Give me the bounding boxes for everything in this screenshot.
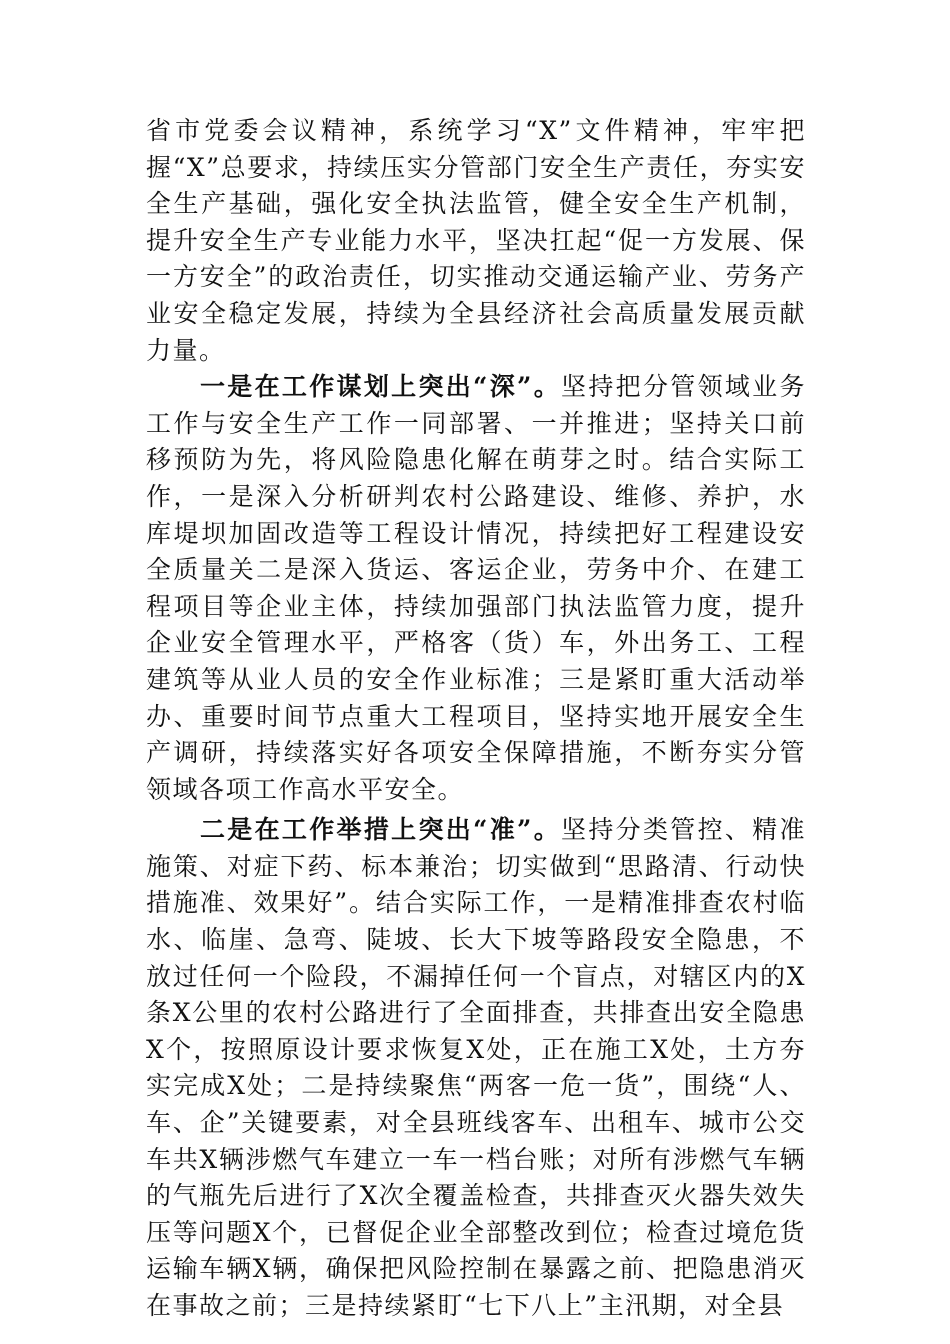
section-heading: 一是在工作谋划上突出“深”。 <box>200 372 562 402</box>
paragraph-text: 省市党委会议精神，系统学习“X”文件精神，牢牢把握“X”总要求，持续压实分管部门安全生产责任，夯实安全生产基础，强化安全执法监管，健全安全生产机制，提升安全生产专业能力水平，坚决扛起“促一方发展、保一方安全”的政治责任，切实推动交通运输产业、劳务产业安全稳定发展，持续为全县经济社会高质量发展贡献力量。 <box>146 116 806 365</box>
paragraph-section-2 <box>146 812 806 1324</box>
document-body <box>146 113 806 1325</box>
paragraph-text: 坚持把分管领域业务工作与安全生产工作一同部署、一并推进；坚持关口前移预防为先，将风险隐患化解在萌芽之时。结合实际工作，一是深入分析研判农村公路建设、维修、养护，水库堤坝加固改造等工程设计情况，持续把好工程建设安全质量关二是深入货运、客运企业，劳务中介、在建工程项目等企业主体，持续加强部门执法监管力度，提升企业安全管理水平，严格客（货）车，外出务工、工程建筑等从业人员的安全作业标准；三是紧盯重大活动举办、重要时间节点重大工程项目，坚持实地开展安全生产调研，持续落实好各项安全保障措施，不断夯实分管领域各项工作高水平安全。 <box>146 372 806 804</box>
paragraph-text: 坚持分类管控、精准施策、对症下药、标本兼治；切实做到“思路清、行动快措施准、效果好”。结合实际工作，一是精准排查农村临水、临崖、急弯、陡坡、长大下坡等路段安全隐患，不放过任何一个险段，不漏掉任何一个盲点，对辖区内的X条X公里的农村公路进行了全面排查，共排查出安全隐患X个，按照原设计要求恢复X处，正在施工X处，土方夯实完成X处；二是持续聚焦“两客一危一货”，围绕“人、车、企”关键要素，对全县班线客车、出租车、城市公交车共X辆涉燃气车建立一车一档台账；对所有涉燃气车辆的气瓶先后进行了X次全覆盖检查，共排查灭火器失效失压等问题X个，已督促企业全部整改到位；检查过境危货运输车辆X辆，确保把风险控制在暴露之前、把隐患消灭在事故之前；三是持续紧盯“七下八上”主汛期，对全县 <box>146 815 806 1320</box>
section-heading: 二是在工作举措上突出“准”。 <box>200 815 562 845</box>
paragraph-intro <box>146 113 806 369</box>
paragraph-section-1 <box>146 369 806 808</box>
